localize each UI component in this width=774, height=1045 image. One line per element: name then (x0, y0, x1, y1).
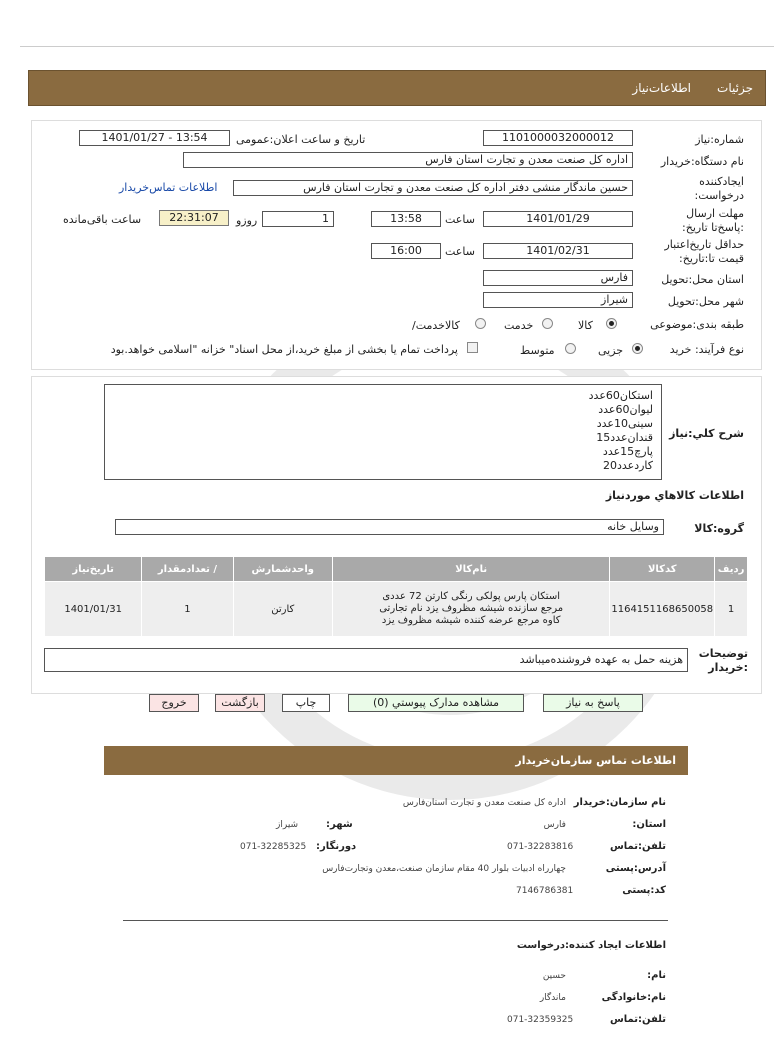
tab-details[interactable]: جزئیات (717, 81, 753, 95)
send-time-label: ساعت (445, 213, 475, 226)
description-label: شرح کلي:نياز (669, 427, 744, 440)
contact-address-value: چهارراه ادبیات بلوار 40 مقام سازمان صنعت،معدن وتجارت‌فارس (322, 864, 566, 874)
need-number-label: شماره:نیاز (695, 133, 744, 146)
creator-first-name-value: حسین (542, 971, 566, 981)
announce-label: تاریخ و ساعت اعلان:عمومی (236, 133, 366, 146)
goods-group-field: وسایل خانه (115, 519, 664, 535)
creator-label: ایجادکننده درخواست: (694, 175, 744, 202)
creator-first-name-label: :نام (647, 970, 666, 981)
top-divider (20, 46, 774, 47)
description-line: کاردعدد20 (602, 459, 653, 472)
tab-header (28, 70, 766, 106)
category-label: طبقه بندی:موضوعی (650, 318, 744, 331)
category-option-goods: کالا (578, 319, 593, 332)
buyer-org-field: اداره کل صنعت معدن و تجارت استان فارس (183, 152, 633, 168)
creator-last-name-label: نام:خانوادگی (601, 992, 666, 1003)
treasury-payment-checkbox[interactable] (467, 342, 478, 353)
need-number-field: 1101000032000012 (483, 130, 633, 146)
col-qty: / تعدادمقدار (142, 557, 233, 582)
back-button[interactable]: بازگشت (215, 694, 265, 712)
city-field: شیراز (483, 292, 633, 308)
cell-row: 1 (715, 582, 748, 637)
description-line: استکان60عدد (588, 389, 653, 402)
validity-time-field: 16:00 (371, 243, 441, 259)
process-radio-medium[interactable] (565, 343, 576, 354)
contact-divider (123, 920, 668, 921)
col-unit: واحدشمارش (233, 557, 332, 582)
province-label: استان محل:تحویل (661, 273, 744, 286)
contact-address-label: آدرس:پستی (605, 863, 666, 874)
creator-field: حسین ماندگار منشی دفتر اداره کل صنعت معدن و تجارت استان فارس (233, 180, 633, 196)
days-label: روزو (236, 214, 258, 227)
description-line: لیوان60عدد (598, 403, 653, 416)
send-deadline-label: مهلت ارسال :پاسخ‌تا تاریخ: (682, 207, 744, 234)
process-option-minor: جزیی (598, 344, 624, 357)
description-box (104, 384, 662, 480)
creator-phone-value: 071-32359325 (507, 1015, 574, 1025)
send-time-field: 13:58 (371, 211, 441, 227)
tab-need-info[interactable]: اطلاعات‌نیاز (632, 81, 691, 95)
cell-unit: کارتن (233, 582, 332, 637)
price-validity-label: حداقل تاریخ‌اعتبار قیمت تا:تاریخ: (664, 238, 744, 265)
remaining-label: ساعت باقی‌مانده (63, 213, 142, 226)
contact-title: اطلاعات تماس سازمان‌خریدار (515, 754, 676, 767)
province-field: فارس (483, 270, 633, 286)
table-row (45, 582, 748, 637)
buyer-notes-field: هزینه حمل به عهده فروشنده‌میباشد (44, 648, 688, 672)
process-radio-minor[interactable] (632, 343, 643, 354)
send-date-field: 1401/01/29 (483, 211, 633, 227)
description-line: سینی10عدد (596, 417, 653, 430)
print-button[interactable]: چاپ (282, 694, 330, 712)
goods-group-label: گروه:کالا (694, 522, 744, 535)
description-line: پارچ15عدد (602, 445, 653, 458)
contact-province-label: :استان (632, 819, 666, 830)
process-option-medium: متوسط (520, 344, 555, 357)
cell-code: 1164151168650058 (610, 582, 715, 637)
contact-postal-value: 7146786381 (516, 886, 574, 896)
contact-phone-value: 071-32283816 (507, 842, 574, 852)
org-name-value: اداره کل صنعت معدن و تجارت استان‌فارس (402, 798, 566, 808)
contact-fax-label: :دورنگار (316, 841, 357, 852)
category-radio-goods-service[interactable] (475, 318, 486, 329)
contact-city-value: شیراز (276, 820, 299, 830)
contact-header (104, 746, 688, 775)
buyer-notes-label: توضیحات :خریدار (698, 647, 748, 674)
col-date: تاریخ‌نیاز (45, 557, 142, 582)
category-radio-service[interactable] (542, 318, 553, 329)
contact-postal-label: کد:پستی (622, 885, 666, 896)
category-option-service: خدمت (504, 319, 534, 332)
goods-table-header (45, 557, 748, 582)
description-line: قندان‌عدد15 (596, 431, 653, 444)
category-option-goods-service: /کالاخدمت (412, 319, 460, 332)
col-code: کدکالا (610, 557, 715, 582)
category-radio-goods[interactable] (606, 318, 617, 329)
city-label: شهر محل:تحویل (667, 295, 744, 308)
process-label: نوع فرآیند: خرید (669, 343, 744, 356)
days-field: 1 (262, 211, 334, 227)
remaining-time: 22:31:07 (159, 210, 229, 226)
creator-last-name-value: ماندگار (539, 993, 566, 1003)
contact-phone-label: تلفن:تماس (609, 841, 666, 852)
cell-name: استکان پارس پولکی رنگی کارتن 72 عددی مرجع سازنده شیشه مظروف یزد نام تجارتی کاوه مرجع عرضه کننده شیشه مظروف یزد (332, 582, 609, 637)
col-row: ردیف (715, 557, 748, 582)
buyer-contact-link[interactable]: اطلاعات تماس‌خریدار (119, 181, 218, 194)
col-name: نام‌کالا (332, 557, 609, 582)
attachments-button[interactable]: مشاهده مدارک پیوستي (0) (348, 694, 524, 712)
org-name-label: نام سازمان:خریدار (573, 797, 666, 808)
creator-phone-label: تلفن:تماس (609, 1014, 666, 1025)
validity-time-label: ساعت (445, 245, 475, 258)
contact-fax-value: 071-32285325 (240, 842, 307, 852)
goods-table (44, 556, 748, 637)
buyer-org-label: نام دستگاه:خریدار (660, 155, 744, 168)
contact-province-value: فارس (543, 820, 566, 830)
announce-field: 1401/01/27 - 13:54 (79, 130, 230, 146)
exit-button[interactable]: خروج (149, 694, 199, 712)
contact-city-label: :شهر (326, 819, 353, 830)
creator-info-title: اطلاعات ایجاد کننده:درخواست (516, 940, 666, 951)
cell-date: 1401/01/31 (45, 582, 142, 637)
goods-info-title: اطلاعات کالاهاي موردنياز (605, 489, 744, 502)
treasury-payment-note: پرداخت تمام یا بخشی از مبلغ خرید،از محل اسناد" خزانه "اسلامی خواهد.بود (110, 343, 458, 356)
reply-button[interactable]: پاسخ به نیاز (543, 694, 643, 712)
cell-qty: 1 (142, 582, 233, 637)
validity-date-field: 1401/02/31 (483, 243, 633, 259)
